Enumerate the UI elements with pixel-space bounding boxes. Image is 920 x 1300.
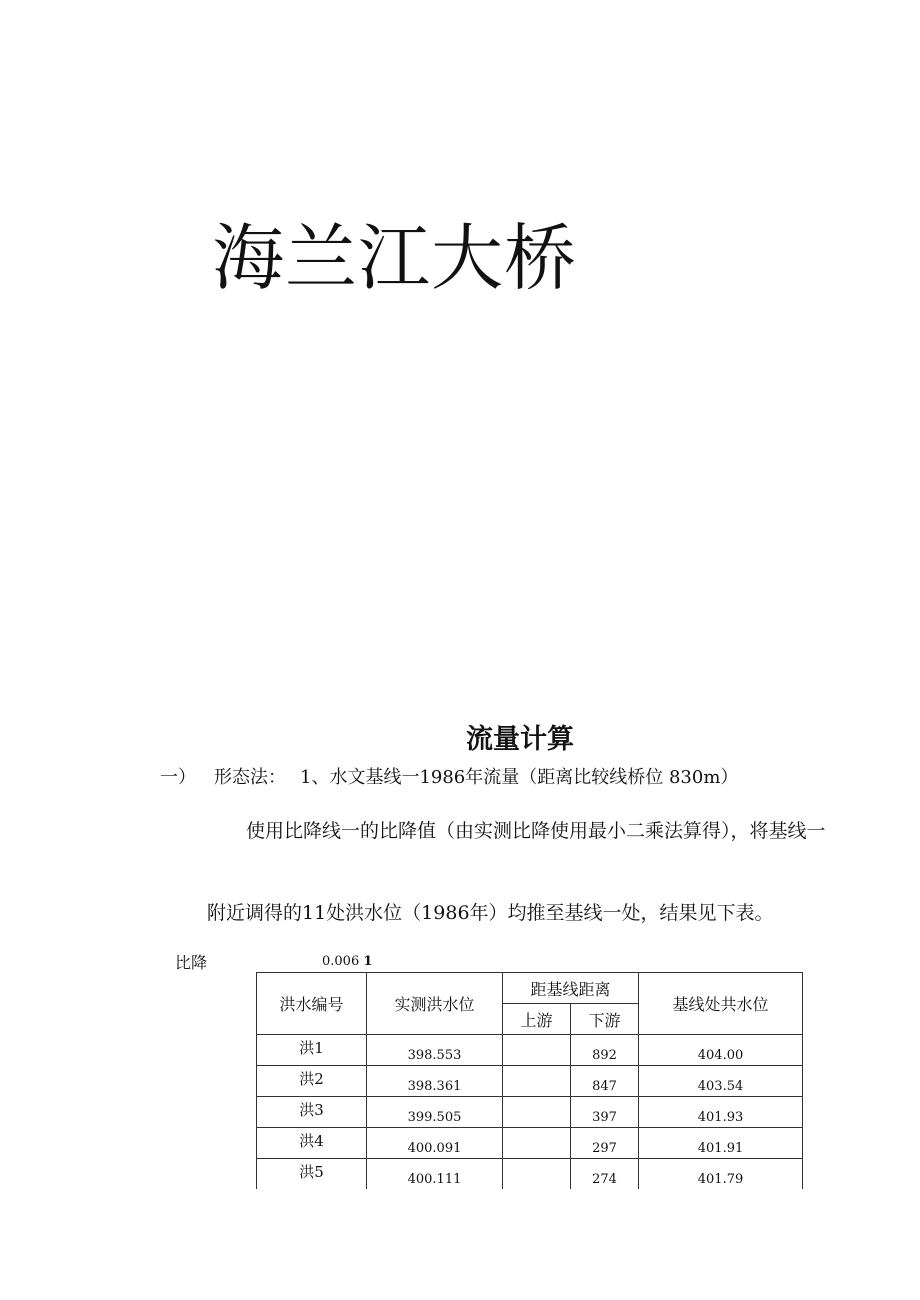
table-row bbox=[257, 1128, 803, 1159]
downstream-distance: 274 bbox=[571, 1159, 639, 1190]
measured-level: 399.505 bbox=[367, 1097, 503, 1128]
paragraph-1 bbox=[246, 818, 886, 844]
header-baseline-level: 基线处共水位 bbox=[639, 973, 803, 1035]
table-row bbox=[257, 1066, 803, 1097]
flood-name: 洪1 bbox=[257, 1035, 367, 1066]
upstream-distance bbox=[503, 1159, 571, 1190]
flood-level-table bbox=[256, 972, 803, 1189]
paragraph-2: 附近调得的11处洪水位（1986年）均推至基线一处，结果见下表。 bbox=[207, 902, 774, 924]
section-marker: 一） bbox=[160, 767, 196, 788]
upstream-distance bbox=[503, 1066, 571, 1097]
table-row bbox=[257, 1035, 803, 1066]
downstream-distance: 892 bbox=[571, 1035, 639, 1066]
baseline-level: 404.00 bbox=[639, 1035, 803, 1066]
flood-name: 洪2 bbox=[257, 1066, 367, 1097]
flood-name: 洪3 bbox=[257, 1097, 367, 1128]
downstream-distance: 297 bbox=[571, 1128, 639, 1159]
header-flood-no: 洪水编号 bbox=[257, 973, 367, 1035]
section-title: 流量计算 bbox=[466, 724, 574, 755]
header-downstream: 下游 bbox=[571, 1004, 639, 1035]
slope-value bbox=[322, 954, 372, 969]
upstream-distance bbox=[503, 1097, 571, 1128]
slope-number: 0.006 bbox=[322, 954, 360, 969]
method-text: 1、水文基线一1986年流量（距离比较线桥位 830m） bbox=[300, 767, 739, 788]
baseline-level: 401.91 bbox=[639, 1128, 803, 1159]
table-row bbox=[257, 1159, 803, 1190]
measured-level: 400.111 bbox=[367, 1159, 503, 1190]
header-measured: 实测洪水位 bbox=[367, 973, 503, 1035]
table-row bbox=[257, 1097, 803, 1128]
upstream-distance bbox=[503, 1128, 571, 1159]
baseline-level: 401.93 bbox=[639, 1097, 803, 1128]
downstream-distance: 397 bbox=[571, 1097, 639, 1128]
measured-level: 398.553 bbox=[367, 1035, 503, 1066]
header-distance: 距基线距离 bbox=[503, 973, 639, 1004]
cover-title: 海兰江大桥 bbox=[212, 216, 578, 300]
upstream-distance bbox=[503, 1035, 571, 1066]
slope-label: 比降 bbox=[175, 953, 208, 972]
measured-level: 400.091 bbox=[367, 1128, 503, 1159]
paragraph-1-text: 使用比降线一的比降值（由实测比降使用最小二乘法算得），将基线一 bbox=[246, 820, 826, 842]
downstream-distance: 847 bbox=[571, 1066, 639, 1097]
method-label: 形态法： bbox=[214, 767, 286, 788]
header-upstream: 上游 bbox=[503, 1004, 571, 1035]
baseline-level: 401.79 bbox=[639, 1159, 803, 1190]
baseline-level: 403.54 bbox=[639, 1066, 803, 1097]
measured-level: 398.361 bbox=[367, 1066, 503, 1097]
flood-name: 洪4 bbox=[257, 1128, 367, 1159]
flood-name: 洪5 bbox=[257, 1159, 367, 1190]
method-line bbox=[160, 766, 738, 790]
slope-suffix: 1 bbox=[363, 954, 373, 969]
